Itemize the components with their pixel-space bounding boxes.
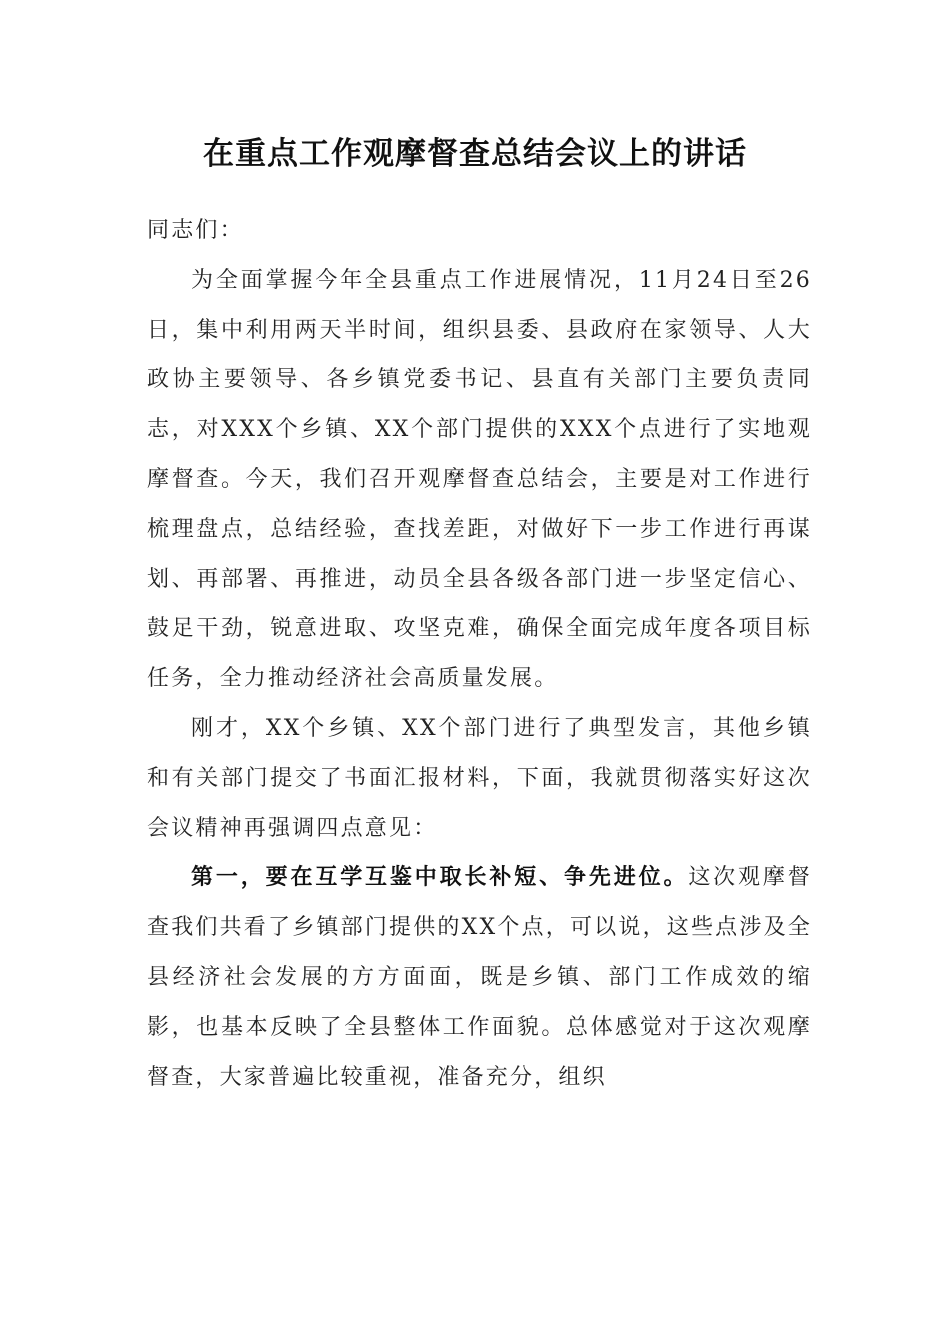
paragraph-3 [147,853,812,1102]
paragraph-2 [147,704,812,853]
paragraph-1 [147,256,812,704]
paragraph-1-text: 为全面掌握今年全县重点工作进展情况，11月24日至26日，集中利用两天半时间，组织县委、县政府在家领导、人大政协主要领导、各乡镇党委书记、县直有关部门主要负责同志，对XXX个乡镇、XX个部门提供的XXX个点进行了实地观摩督查。今天，我们召开观摩督查总结会，主要是对工作进行梳理盘点，总结经验，查找差距，对做好下一步工作进行再谋划、再部署、再推进，动员全县各级各部门进一步坚定信心、鼓足干劲，锐意进取、攻坚克难，确保全面完成年度各项目标任务，全力推动经济社会高质量发展。 [147,267,812,692]
paragraph-3-text: 这次观摩督查我们共看了乡镇部门提供的XX个点，可以说，这些点涉及全县经济社会发展的方方面面，既是乡镇、部门工作成效的缩影，也基本反映了全县整体工作面貌。总体感觉对于这次观摩督查，大家普遍比较重视，准备充分，组织 [147,865,812,1090]
paragraph-2-text: 刚才，XX个乡镇、XX个部门进行了典型发言，其他乡镇和有关部门提交了书面汇报材料，下面，我就贯彻落实好这次会议精神再强调四点意见： [147,715,812,841]
salutation: 同志们： [147,218,244,243]
paragraph-3-heading: 第一，要在互学互鉴中取长补短、争先进位。 [191,865,689,891]
document-body [147,206,812,1102]
document-title: 在重点工作观摩督查总结会议上的讲话 [203,136,747,172]
